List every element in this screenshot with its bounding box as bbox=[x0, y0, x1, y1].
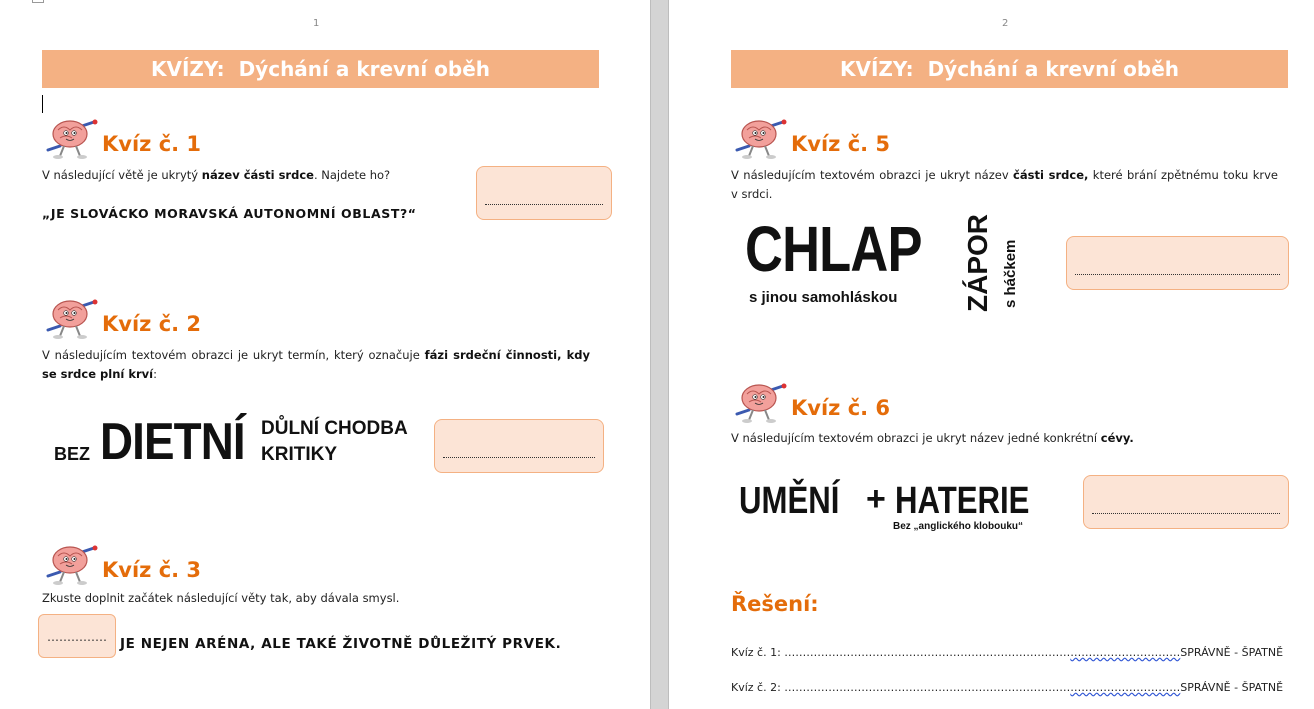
document-page-1 bbox=[0, 0, 650, 709]
solution-label: Kvíz č. 1: bbox=[731, 646, 785, 659]
quiz-1-header bbox=[42, 116, 342, 162]
quiz-1-sentence: „JE SLOVÁCKO MORAVSKÁ AUTONOMNÍ OBLAST?“ bbox=[42, 206, 417, 221]
instruction-bold: název části srdce bbox=[201, 168, 314, 182]
solution-label: Kvíz č. 2: bbox=[731, 681, 785, 694]
puzzle-word-dulni-chodba: DŮLNÍ CHODBA bbox=[261, 418, 408, 439]
quiz-2-instructions bbox=[42, 346, 590, 384]
quiz-5-answer-box[interactable] bbox=[1066, 236, 1289, 290]
solution-dots-squiggle: ………………………… bbox=[1070, 681, 1181, 694]
answer-dots bbox=[1075, 274, 1280, 275]
brain-mascot-icon bbox=[42, 542, 98, 586]
puzzle-plus: + bbox=[866, 480, 886, 518]
brain-mascot-icon bbox=[42, 296, 98, 340]
answer-dots bbox=[485, 204, 603, 205]
quiz-title: Kvíz č. 2 bbox=[102, 312, 202, 336]
quiz-title: Kvíz č. 1 bbox=[102, 132, 202, 156]
document-page-2 bbox=[669, 0, 1314, 709]
instruction-text-end: které brání zpětnému toku krve v srdci. bbox=[731, 168, 1278, 201]
answer-dots bbox=[443, 457, 595, 458]
page-corner-marker bbox=[32, 0, 44, 3]
instruction-text: V následujícím textovém obrazci je ukryt název bbox=[731, 168, 1014, 182]
solution-dots-squiggle: ………………………… bbox=[1070, 646, 1181, 659]
quiz-2-header bbox=[42, 296, 342, 342]
puzzle-word-s-hackem: s háčkem bbox=[1002, 239, 1019, 308]
quiz-title: Kvíz č. 6 bbox=[791, 396, 891, 420]
quiz-2-answer-box[interactable] bbox=[434, 419, 604, 473]
solution-dots: …………………………………………………………………… bbox=[784, 681, 1071, 694]
puzzle-word-kritiky: KRITIKY bbox=[261, 444, 337, 465]
page-gutter bbox=[650, 0, 669, 709]
puzzle-word-bez: BEZ bbox=[54, 444, 90, 464]
quiz-3-header bbox=[42, 542, 342, 588]
puzzle-word-umeni: UMĚNÍ bbox=[739, 480, 840, 522]
instruction-text-end: . Najdete ho? bbox=[313, 168, 391, 182]
solutions-heading: Řešení: bbox=[731, 592, 819, 616]
banner-title: KVÍZY: Dýchání a krevní oběh bbox=[150, 57, 490, 81]
puzzle-word-chlap: CHLAP bbox=[745, 213, 922, 285]
page-banner bbox=[731, 50, 1288, 88]
instruction-text: V následujícím textovém obrazci je ukryt termín, který označuje bbox=[42, 348, 425, 362]
quiz-5-instructions bbox=[731, 166, 1278, 204]
page-number: 2 bbox=[1002, 18, 1009, 29]
instruction-bold: cévy. bbox=[1100, 431, 1134, 445]
instruction-text-end: : bbox=[153, 367, 157, 381]
page-number: 1 bbox=[313, 18, 320, 29]
quiz-1-instructions bbox=[42, 166, 462, 185]
quiz-6-answer-box[interactable] bbox=[1083, 475, 1289, 529]
quiz-6-instructions bbox=[731, 429, 1291, 448]
quiz-title: Kvíz č. 3 bbox=[102, 558, 202, 582]
puzzle-word-zapor: ZÁPOR bbox=[962, 214, 993, 312]
quiz-1-answer-box[interactable] bbox=[476, 166, 612, 220]
quiz-3-sentence: JE NEJEN ARÉNA, ALE TAKÉ ŽIVOTNĚ DŮLEŽITÝ PRVEK. bbox=[120, 636, 562, 652]
instruction-bold: fázi srdeční činnosti, kdy se srdce plní krví bbox=[42, 348, 591, 381]
brain-mascot-icon bbox=[731, 116, 787, 160]
puzzle-word-jinou-samohlaskou: s jinou samohláskou bbox=[749, 289, 898, 306]
puzzle-word-dietni: DIETNÍ bbox=[100, 413, 245, 471]
puzzle-note-bez-klobouku: Bez „anglického klobouku“ bbox=[893, 521, 1024, 532]
quiz-5-header bbox=[731, 116, 1031, 162]
text-cursor bbox=[42, 95, 43, 113]
quiz-3-instructions: Zkuste doplnit začátek následující věty tak, aby dávala smysl. bbox=[42, 591, 400, 605]
page-banner bbox=[42, 50, 599, 88]
solution-line-2 bbox=[731, 681, 1283, 694]
quiz-6-header bbox=[731, 380, 1031, 426]
solution-result[interactable]: SPRÁVNĚ - ŠPATNĚ bbox=[1180, 646, 1284, 659]
solution-dots: …………………………………………………………………… bbox=[784, 646, 1071, 659]
solution-result[interactable]: SPRÁVNĚ - ŠPATNĚ bbox=[1180, 681, 1284, 694]
banner-title: KVÍZY: Dýchání a krevní oběh bbox=[839, 57, 1179, 81]
puzzle-word-haterie: HATERIE bbox=[895, 480, 1030, 522]
brain-mascot-icon bbox=[42, 116, 98, 160]
brain-mascot-icon bbox=[731, 380, 787, 424]
instruction-text: V následující větě je ukrytý bbox=[42, 168, 202, 182]
answer-dots bbox=[1092, 513, 1280, 514]
solution-line-1 bbox=[731, 646, 1283, 659]
quiz-3-answer-box[interactable]: …………… bbox=[38, 614, 116, 658]
instruction-text: V následujícím textovém obrazci je ukryt název jedné konkrétní bbox=[731, 431, 1101, 445]
quiz-title: Kvíz č. 5 bbox=[791, 132, 891, 156]
instruction-bold: části srdce, bbox=[1013, 168, 1089, 182]
